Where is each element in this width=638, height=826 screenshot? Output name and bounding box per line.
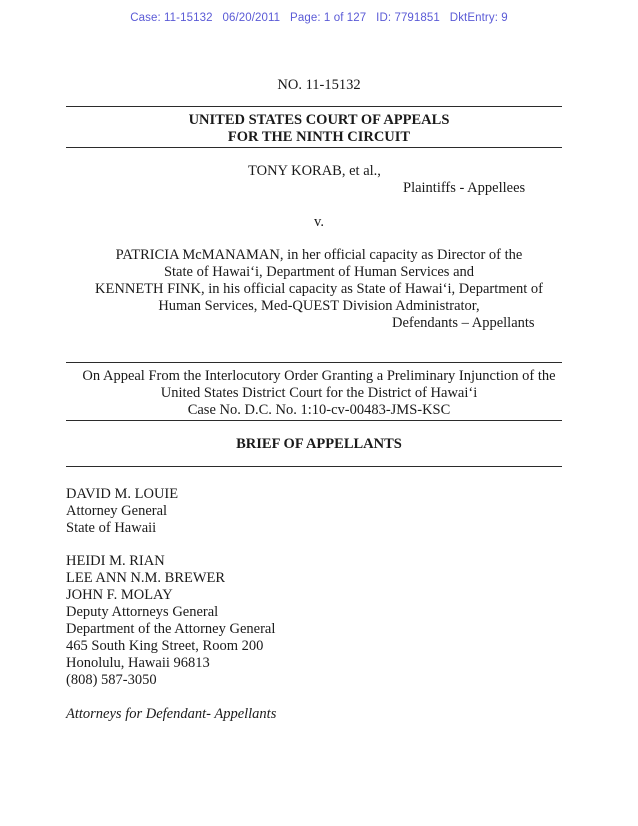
docket-stamp: Case: 11-15132 06/20/2011 Page: 1 of 127 ID: 7791851 DktEntry: 9	[130, 12, 508, 24]
counsel-line: State of Hawaii	[66, 520, 157, 536]
counsel-line: HEIDI M. RIAN	[66, 553, 165, 569]
counsel-line: LEE ANN N.M. BREWER	[66, 570, 226, 586]
defendants-line: Human Services, Med-QUEST Division Administrator,	[158, 298, 480, 314]
defendants-line: KENNETH FINK, in his official capacity as State of Hawai‘i, Department of	[95, 281, 543, 297]
divider-rule	[66, 420, 562, 421]
case-number: Case No. D.C. No. 1:10-cv-00483-JMS-KSC	[187, 402, 451, 418]
defendants-line: PATRICIA McMANAMAN, in her official capacity as Director of the	[115, 247, 523, 263]
counsel-line: Attorney General	[66, 503, 168, 519]
counsel-line: 465 South King Street, Room 200	[66, 638, 264, 654]
divider-rule	[66, 106, 562, 107]
divider-rule	[66, 147, 562, 148]
court-name-line1: UNITED STATES COURT OF APPEALS	[188, 112, 450, 128]
brief-title: BRIEF OF APPELLANTS	[236, 436, 402, 452]
divider-rule	[66, 466, 562, 467]
appeal-line: On Appeal From the Interlocutory Order Granting a Preliminary Injunction of the	[82, 368, 556, 384]
counsel-line: JOHN F. MOLAY	[66, 587, 173, 603]
versus: v.	[314, 214, 324, 230]
docket-number: NO. 11-15132	[277, 77, 361, 93]
counsel-line: Department of the Attorney General	[66, 621, 276, 637]
counsel-line: DAVID M. LOUIE	[66, 486, 179, 502]
plaintiffs-role: Plaintiffs - Appellees	[403, 180, 526, 196]
defendants-line: State of Hawai‘i, Department of Human Services and	[163, 264, 475, 280]
divider-rule	[66, 362, 562, 363]
counsel-line: (808) 587-3050	[66, 672, 157, 688]
counsel-line: Deputy Attorneys General	[66, 604, 219, 620]
court-name-line2: FOR THE NINTH CIRCUIT	[227, 129, 411, 145]
counsel-line: Honolulu, Hawaii 96813	[66, 655, 210, 671]
appeal-line: United States District Court for the District of Hawai‘i	[160, 385, 478, 401]
plaintiffs-name: TONY KORAB, et al.,	[248, 163, 381, 179]
attorneys-for: Attorneys for Defendant- Appellants	[66, 706, 277, 722]
defendants-role: Defendants – Appellants	[392, 315, 535, 331]
